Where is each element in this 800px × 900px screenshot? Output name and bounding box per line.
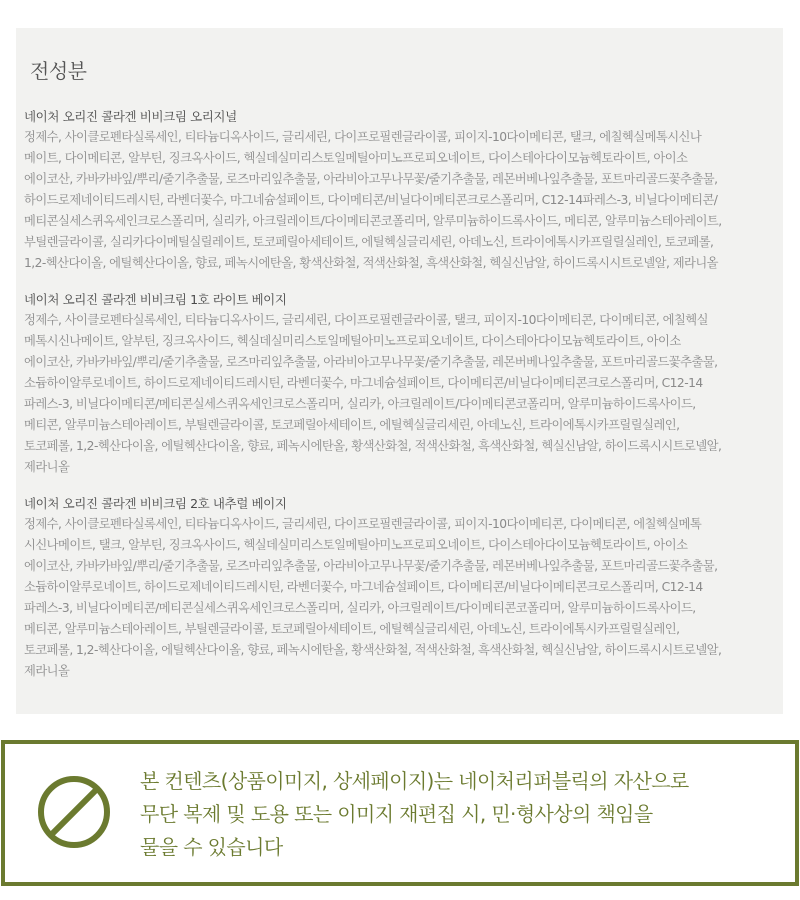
ingredient-line: 메톡시신나메이트, 알부틴, 징크옥사이드, 헥실데실미리스토일메틸아미노프로피오네이트, 다이스테아다이모늄헥토라이트, 아이소: [24, 334, 681, 348]
ingredient-line: 파레스-3, 비닐다이메티콘/메티콘실세스퀴옥세인크로스폴리머, 실리카, 아크릴레이트/다이메티콘코폴리머, 알루미늄하이드록사이드,: [24, 601, 696, 615]
ingredient-line: 메티콘, 알루미늄스테아레이트, 부틸렌글라이콜, 토코페릴아세테이트, 에틸헥실글리세린, 아데노신, 트라이에톡시카프릴릴실레인,: [24, 418, 680, 432]
ingredient-line: 파레스-3, 비닐다이메티콘/메티콘실세스퀴옥세인크로스폴리머, 실리카, 아크릴레이트/다이메티콘코폴리머, 알루미늄하이드록사이드,: [24, 397, 696, 411]
ingredient-line: 토코페롤, 1,2-헥산다이올, 에틸헥산다이올, 향료, 페녹시에탄올, 황색산화철, 적색산화철, 흑색산화철, 헥실신남알, 하이드록시시트로넬알,: [24, 439, 722, 453]
ingredient-line: 소듐하이알루로네이트, 하이드로제네이티드레시틴, 라벤더꽃수, 마그네슘설페이트, 다이메티콘/비닐다이메티콘크로스폴리머, C12-14: [24, 376, 703, 390]
product-ingredients: [24, 493, 775, 682]
ingredient-line: 메이트, 다이메티콘, 알부틴, 징크옥사이드, 헥실데실미리스토일메틸아미노프로피오네이트, 다이스테아다이모늄헥토라이트, 아이소: [24, 151, 688, 165]
ingredient-line: 메티콘실세스퀴옥세인크로스폴리머, 실리카, 아크릴레이트/다이메티콘코폴리머, 알루미늄하이드록사이드, 메티콘, 알루미늄스테아레이트,: [24, 214, 722, 228]
ingredients-panel: [16, 28, 783, 714]
prohibited-icon: [36, 774, 112, 850]
product-name: 네이처 오리진 콜라겐 비비크림 1호 라이트 베이지: [24, 292, 287, 307]
notice-line: 물을 수 있습니다: [140, 835, 283, 859]
ingredient-line: 부틸렌글라이콜, 실리카다이메틸실릴레이트, 토코페릴아세테이트, 에틸헥실글리세린, 아데노신, 트라이에톡시카프릴릴실레인, 토코페롤,: [24, 235, 714, 249]
ingredient-line: 메티콘, 알루미늄스테아레이트, 부틸렌글라이콜, 토코페릴아세테이트, 에틸헥실글리세린, 아데노신, 트라이에톡시카프릴릴실레인,: [24, 622, 680, 636]
product-ingredients: [24, 289, 775, 478]
product-name: 네이처 오리진 콜라겐 비비크림 오리지널: [24, 109, 237, 124]
ingredient-line: 정제수, 사이클로펜타실록세인, 티타늄디옥사이드, 글리세린, 다이프로필렌글라이콜, 탤크, 피이지-10다이메티콘, 다이메티콘, 에칠헥실: [24, 313, 708, 327]
ingredients-title: 전성분: [30, 59, 87, 83]
ingredient-line: 정제수, 사이클로펜타실록세인, 티타늄디옥사이드, 글리세린, 다이프로필렌글라이콜, 피이지-10다이메티콘, 다이메티콘, 에칠헥실메톡: [24, 517, 702, 531]
product-list: [24, 106, 775, 682]
ingredient-line: 에이코산, 카바카바잎/뿌리/줄기추출물, 로즈마리잎추출물, 아라비아고무나무꽃/줄기추출물, 레몬버베나잎추출물, 포트마리골드꽃추출물,: [24, 559, 718, 573]
ingredient-line: 정제수, 사이클로펜타실록세인, 티타늄디옥사이드, 글리세린, 다이프로필렌글라이콜, 피이지-10다이메티콘, 탤크, 에칠헥실메톡시신나: [24, 130, 702, 144]
ingredient-line: 토코페롤, 1,2-헥산다이올, 에틸헥산다이올, 향료, 페녹시에탄올, 황색산화철, 적색산화철, 흑색산화철, 헥실신남알, 하이드록시시트로넬알,: [24, 643, 722, 657]
ingredient-line: 하이드로제네이티드레시틴, 라벤더꽃수, 마그네슘설페이트, 다이메티콘/비닐다이메티콘크로스폴리머, C12-14파레스-3, 비닐다이메티콘/: [24, 193, 718, 207]
ingredient-line: 제라니올: [24, 664, 70, 678]
notice-line: 무단 복제 및 도용 또는 이미지 재편집 시, 민·형사상의 책임을: [140, 802, 653, 826]
ingredient-line: 제라니올: [24, 460, 70, 474]
ingredient-line: 시신나메이트, 탤크, 알부틴, 징크옥사이드, 헥실데실미리스토일메틸아미노프로피오네이트, 다이스테아다이모늄헥토라이트, 아이소: [24, 538, 688, 552]
ingredient-line: 1,2-헥산다이올, 에틸헥산다이올, 향료, 페녹시에탄올, 황색산화철, 적색산화철, 흑색산화철, 헥실신남알, 하이드록시시트로넬알, 제라니올: [24, 256, 719, 270]
product-ingredients: [24, 106, 775, 274]
ingredient-line: 에이코산, 카바카바잎/뿌리/줄기추출물, 로즈마리잎추출물, 아라비아고무나무꽃/줄기추출물, 레몬버베나잎추출물, 포트마리골드꽃추출물,: [24, 172, 718, 186]
product-name: 네이처 오리진 콜라겐 비비크림 2호 내추럴 베이지: [24, 496, 287, 511]
notice-line: 본 컨텐츠(상품이미지, 상세페이지)는 네이처리퍼블릭의 자산으로: [140, 769, 689, 793]
ingredient-line: 에이코산, 카바카바잎/뿌리/줄기추출물, 로즈마리잎추출물, 아라비아고무나무꽃/줄기추출물, 레몬버베나잎추출물, 포트마리골드꽃추출물,: [24, 355, 718, 369]
notice-text: [140, 765, 780, 864]
copyright-notice: [1, 740, 799, 886]
ingredient-line: 소듐하이알루로네이트, 하이드로제네이티드레시틴, 라벤더꽃수, 마그네슘설페이트, 다이메티콘/비닐다이메티콘크로스폴리머, C12-14: [24, 580, 703, 594]
